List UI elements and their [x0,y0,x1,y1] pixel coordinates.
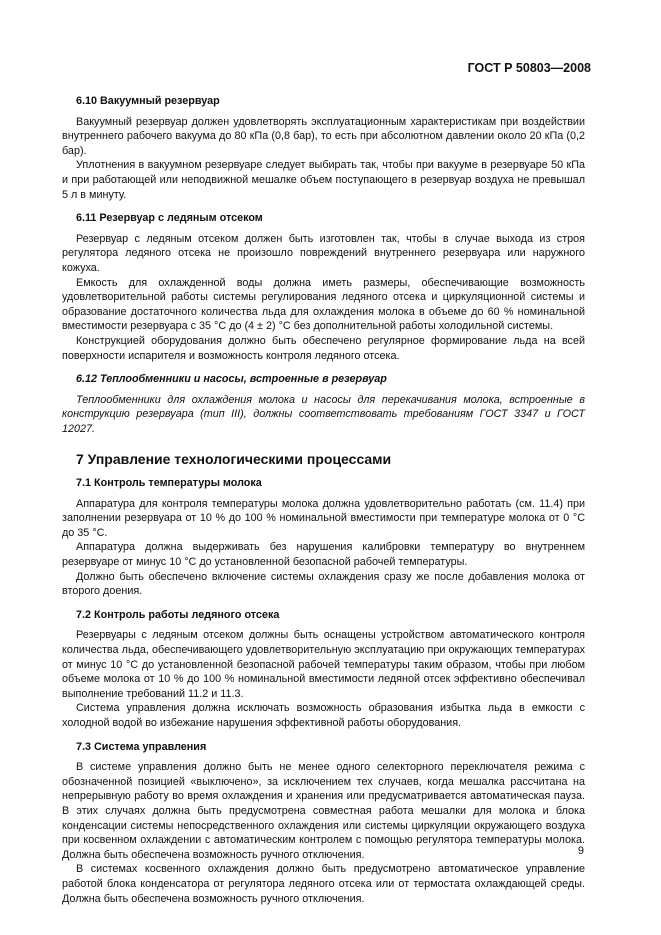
section-7-2-paragraph-2: Система управления должна исключать возможность образования избытка льда в емкости с холодной водой во избежание нарушения эффективной работы оборудования. [62,702,585,729]
section-6-10-paragraph-2: Уплотнения в вакуумном резервуаре следует выбирать так, чтобы при вакууме в резервуаре 50 кПа и при работающей или неподвижной мешалке объем поступающего в резервуар воздуха не превышал 5 л в минуту. [62,159,585,201]
page-number: 9 [577,845,584,857]
section-7-3 [62,740,585,907]
section-6-10-paragraph-1: Вакуумный резервуар должен удовлетворять эксплуатационным характеристикам при воздействии внутреннего рабочего вакуума до 80 кПа (0,8 бар), то есть при абсолютном давлении около 20 кПа (0,2 бар). [62,115,585,157]
section-6-11 [62,211,585,363]
section-7-1-paragraph-1: Аппаратура для контроля температуры молока должна удовлетворительно работать (см. 11.4) при заполнении резервуара от 10 % до 100 % номинальной вместимости при температуре молока от 0 °С до 35 °С. [62,497,585,539]
document-code-header: ГОСТ Р 50803—2008 [467,61,591,75]
section-7-3-paragraph-2: В системах косвенного охлаждения должно быть предусмотрено автоматическое управление работой блока конденсатора от регулятора ледяного отсека или от термостата охлаждающей среды. Должна быть обеспечена возможность ручного отключения. [62,863,585,905]
section-7-3-title: 7.3 Система управления [76,740,207,753]
section-7-1-paragraph-2: Аппаратура должна выдерживать без нарушения калибровки температуру во внутреннем резервуаре от минус 10 °С до установленной безопасной рабочей температуры. [62,541,585,569]
section-7-2-paragraph-1: Резервуары с ледяным отсеком должны быть оснащены устройством автоматического контроля количества льда, обеспечивающего удовлетворительную эксплуатацию при окружающих температурах от минус 10 °С до установленной безопасной рабочей температуры таким образом, чтобы при любом объеме молока от 10 % до 100 % номинальной вместимости ледяной отсек эффективно обеспечивал выполнение требований 11.2 и 11.3. [62,629,585,700]
section-7-3-paragraph-1: В системе управления должно быть не менее одного селекторного переключателя режима с обозначенной позицией «выключено», за исключением тех случаев, когда мешалка рассчитана на непрерывную работу во время охлаждения и хранения или предусматривается автоматическая пауза. В этих случаях должна быть предусмотрена совместная работа мешалки для молока и блока конденсации системы непосредственного охлаждения или системы циркуляции окружающего воздуха при косвенном охлаждении с автоматическим контролем с помощью регулятора температуры молока. Должна быть обеспечена возможность ручного отключения. [62,761,585,861]
section-6-10 [62,94,585,202]
section-6-12-paragraph-1: Теплообменники для охлаждения молока и насосы для перекачивания молока, встроенные в конструкцию резервуара (тип III), должны соответствовать требованиям ГОСТ 3347 и ГОСТ 12027. [62,393,585,435]
section-6-11-paragraph-2: Емкость для охлажденной воды должна иметь размеры, обеспечивающие возможность удовлетворительной работы системы регулирования ледяного отсека и циркуляционной системы и образование достаточного количества льда для охлаждения молока в объеме до 60 % номинальной вместимости резервуара с 35 °С до (4 ± 2) °С без дополнительной работы холодильной системы. [62,276,585,333]
page-body [62,94,585,915]
section-6-12-title: 6.12 Теплообменники и насосы, встроенные в резервуар [76,373,387,386]
section-6-12 [62,372,585,436]
section-7-2 [62,608,585,731]
section-7-1-paragraph-3: Должно быть обеспечено включение системы охлаждения сразу же после добавления молока от второго доения. [62,570,585,598]
section-7-title: 7 Управление технологическими процессами [76,451,392,468]
section-7-2-title: 7.2 Контроль работы ледяного отсека [76,608,280,621]
section-6-11-paragraph-1: Резервуар с ледяным отсеком должен быть изготовлен так, чтобы в случае выхода из строя регулятора ледяного отсека не произошло повреждений внутреннего резервуара или наружного кожуха. [62,232,585,274]
section-6-11-title: 6.11 Резервуар с ледяным отсеком [76,212,263,225]
section-6-10-title: 6.10 Вакуумный резервуар [76,95,220,107]
section-7-1-title: 7.1 Контроль температуры молока [76,477,262,490]
section-7-1 [62,476,585,599]
section-6-11-paragraph-3: Конструкцией оборудования должно быть обеспечено регулярное формирование льда на всей поверхности испарителя и возможность контроля ледяного отсека. [62,334,585,362]
